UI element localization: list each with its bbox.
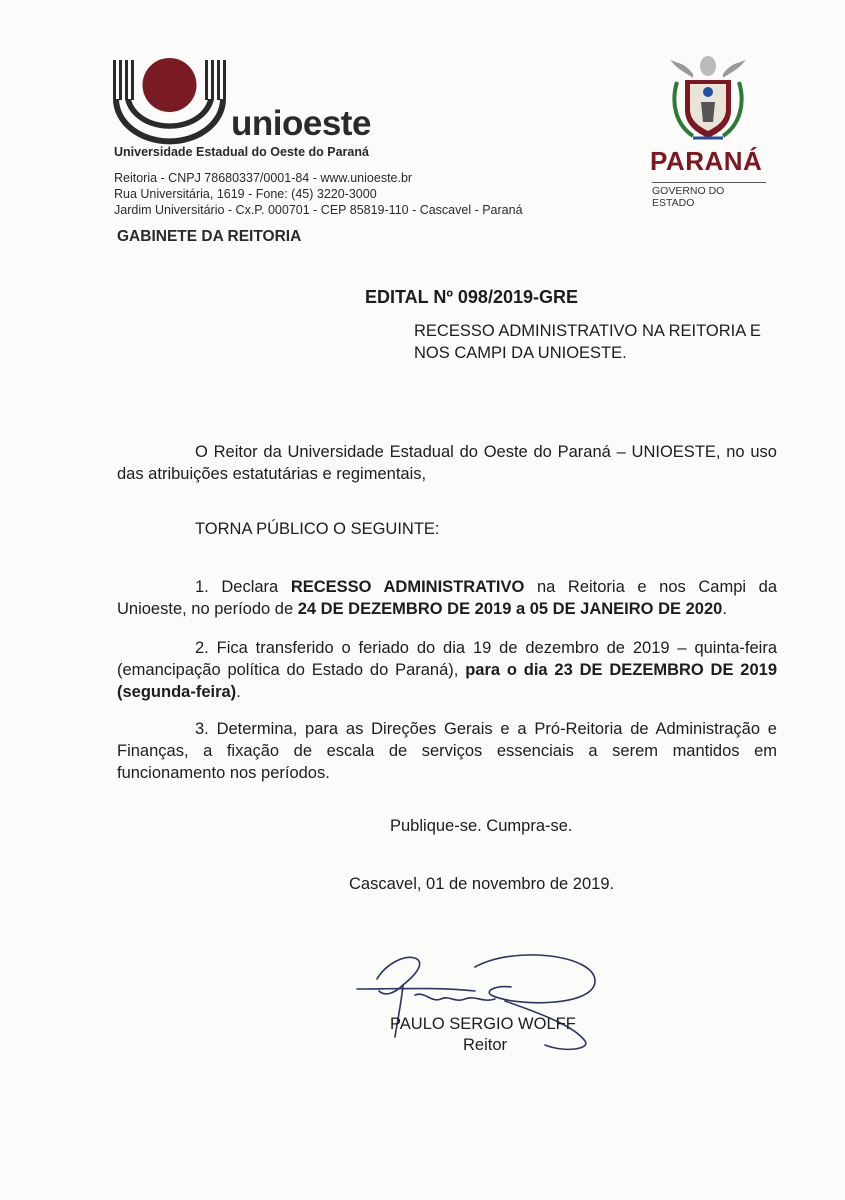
item-2-text: 2. Fica transferido o feriado do dia 19 de dezembro de 2019 – quinta-feira (emancipação política do Estado do Paraná), [117, 639, 777, 679]
item-1-dates: 24 DE DEZEMBRO DE 2019 a 05 DE JANEIRO DE 2020 [297, 600, 723, 618]
unioeste-logo-icon [110, 55, 230, 150]
parana-coat-of-arms-icon [663, 52, 753, 144]
item-1 [117, 576, 777, 620]
document-subject [414, 320, 761, 364]
subject-line: NOS CAMPI DA UNIOESTE. [414, 344, 627, 362]
item-2-text: . [236, 683, 241, 701]
department-name: GABINETE DA REITORIA [117, 228, 302, 245]
item-2-bold: para o dia 23 DE DEZEMBRO DE 2019 (segunda-feira) [117, 661, 777, 701]
intro-paragraph [117, 441, 777, 485]
item-3 [117, 718, 777, 784]
intro-text: O Reitor da Universidade Estadual do Oeste do Paraná – UNIOESTE, no uso das atribuições estatutárias e regimentais, [117, 443, 777, 483]
item-1-bold: RECESSO ADMINISTRATIVO [290, 578, 525, 596]
item-1-text: . [722, 600, 727, 618]
item-1-text: na Reitoria e nos Campi da Unioeste, no período de [117, 578, 777, 618]
signer-name: PAULO SERGIO WOLFF [390, 1015, 576, 1033]
place-date: Cascavel, 01 de novembro de 2019. [349, 875, 615, 893]
address-line: Reitoria - CNPJ 78680337/0001-84 - www.unioeste.br [114, 171, 413, 185]
item-2 [117, 637, 777, 703]
state-subtitle: GOVERNO DO ESTADO [652, 182, 766, 209]
address-line: Rua Universitária, 1619 - Fone: (45) 3220-3000 [114, 187, 377, 201]
item-3-text: 3. Determina, para as Direções Gerais e a Pró-Reitoria de Administração e Finanças, a fixação de escala de serviços essenciais a serem mantidos em funcionamento nos períodos. [117, 720, 777, 782]
closing-line: Publique-se. Cumpra-se. [390, 817, 573, 835]
university-name: Universidade Estadual do Oeste do Paraná [114, 145, 369, 159]
state-name: PARANÁ [650, 146, 763, 176]
document-title: EDITAL Nº 098/2019-GRE [365, 287, 578, 307]
subject-line: RECESSO ADMINISTRATIVO NA REITORIA E [414, 322, 761, 340]
announcement: TORNA PÚBLICO O SEGUINTE: [195, 520, 440, 538]
address-line: Jardim Universitário - Cx.P. 000701 - CEP 85819-110 - Cascavel - Paraná [114, 203, 523, 217]
item-1-text: 1. Declara [195, 578, 291, 596]
signer-role: Reitor [463, 1036, 508, 1054]
logo-wordmark: unioeste [231, 104, 371, 143]
